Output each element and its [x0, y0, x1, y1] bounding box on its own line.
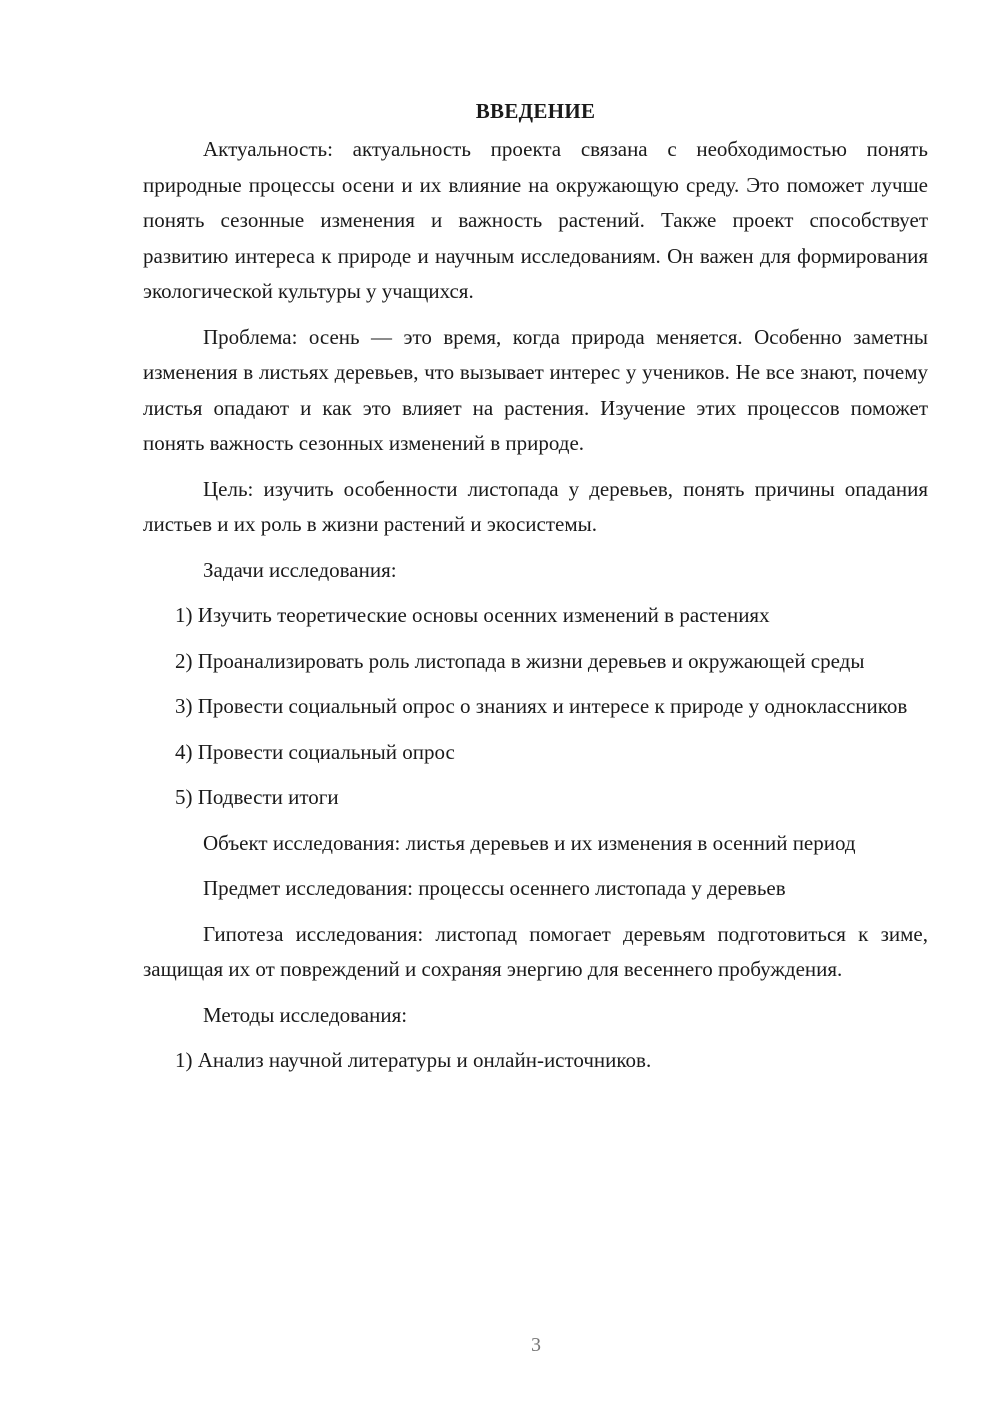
paragraph-problem: Проблема: осень — это время, когда природа меняется. Особенно заметны изменения в листьях деревьев, что вызывает интерес у учеников. Не все знают, почему листья опадают и как это влияет на растения. Изучение этих процессов поможет понять важность сезонных изменений в природе. — [143, 324, 928, 455]
task-item-1: 1) Изучить теоретические основы осенних изменений в растениях — [175, 603, 770, 627]
paragraph-object: Объект исследования: листья деревьев и их изменения в осенний период — [203, 830, 856, 855]
task-item-4: 4) Провести социальный опрос — [175, 739, 455, 764]
paragraph-subject: Предмет исследования: процессы осеннего листопада у деревьев — [203, 876, 786, 900]
section-title: ВВЕДЕНИЕ — [475, 99, 596, 123]
task-item-5: 5) Подвести итоги — [175, 785, 339, 809]
page-number: 3 — [531, 1334, 541, 1356]
task-item-3: 3) Провести социальный опрос о знаниях и интересе к природе у одноклассников — [175, 694, 908, 718]
paragraph-methods-heading: Методы исследования: — [203, 1002, 408, 1027]
paragraph-tasks-heading: Задачи исследования: — [203, 557, 397, 582]
paragraph-goal: Цель: изучить особенности листопада у деревьев, понять причины опадания листьев и их роль в жизни растений и экосистемы. — [143, 476, 928, 536]
paragraph-relevance: Актуальность: актуальность проекта связана с необходимостью понять природные процессы осени и их влияние на окружающую среду. Это поможет лучше понять сезонные изменения и важность растений. Также проект способствует развитию интереса к природе и научным исследованиям. Он важен для формирования экологической культуры у учащихся. — [143, 137, 928, 303]
paragraph-hypothesis: Гипотеза исследования: листопад помогает деревьям подготовиться к зиме, защищая их от повреждений и сохраняя энергию для весеннего пробуждения. — [143, 921, 928, 981]
task-item-2: 2) Проанализировать роль листопада в жизни деревьев и окружающей среды — [175, 648, 865, 673]
page-content — [143, 96, 928, 1089]
method-item-1: 1) Анализ научной литературы и онлайн-источников. — [175, 1048, 652, 1072]
